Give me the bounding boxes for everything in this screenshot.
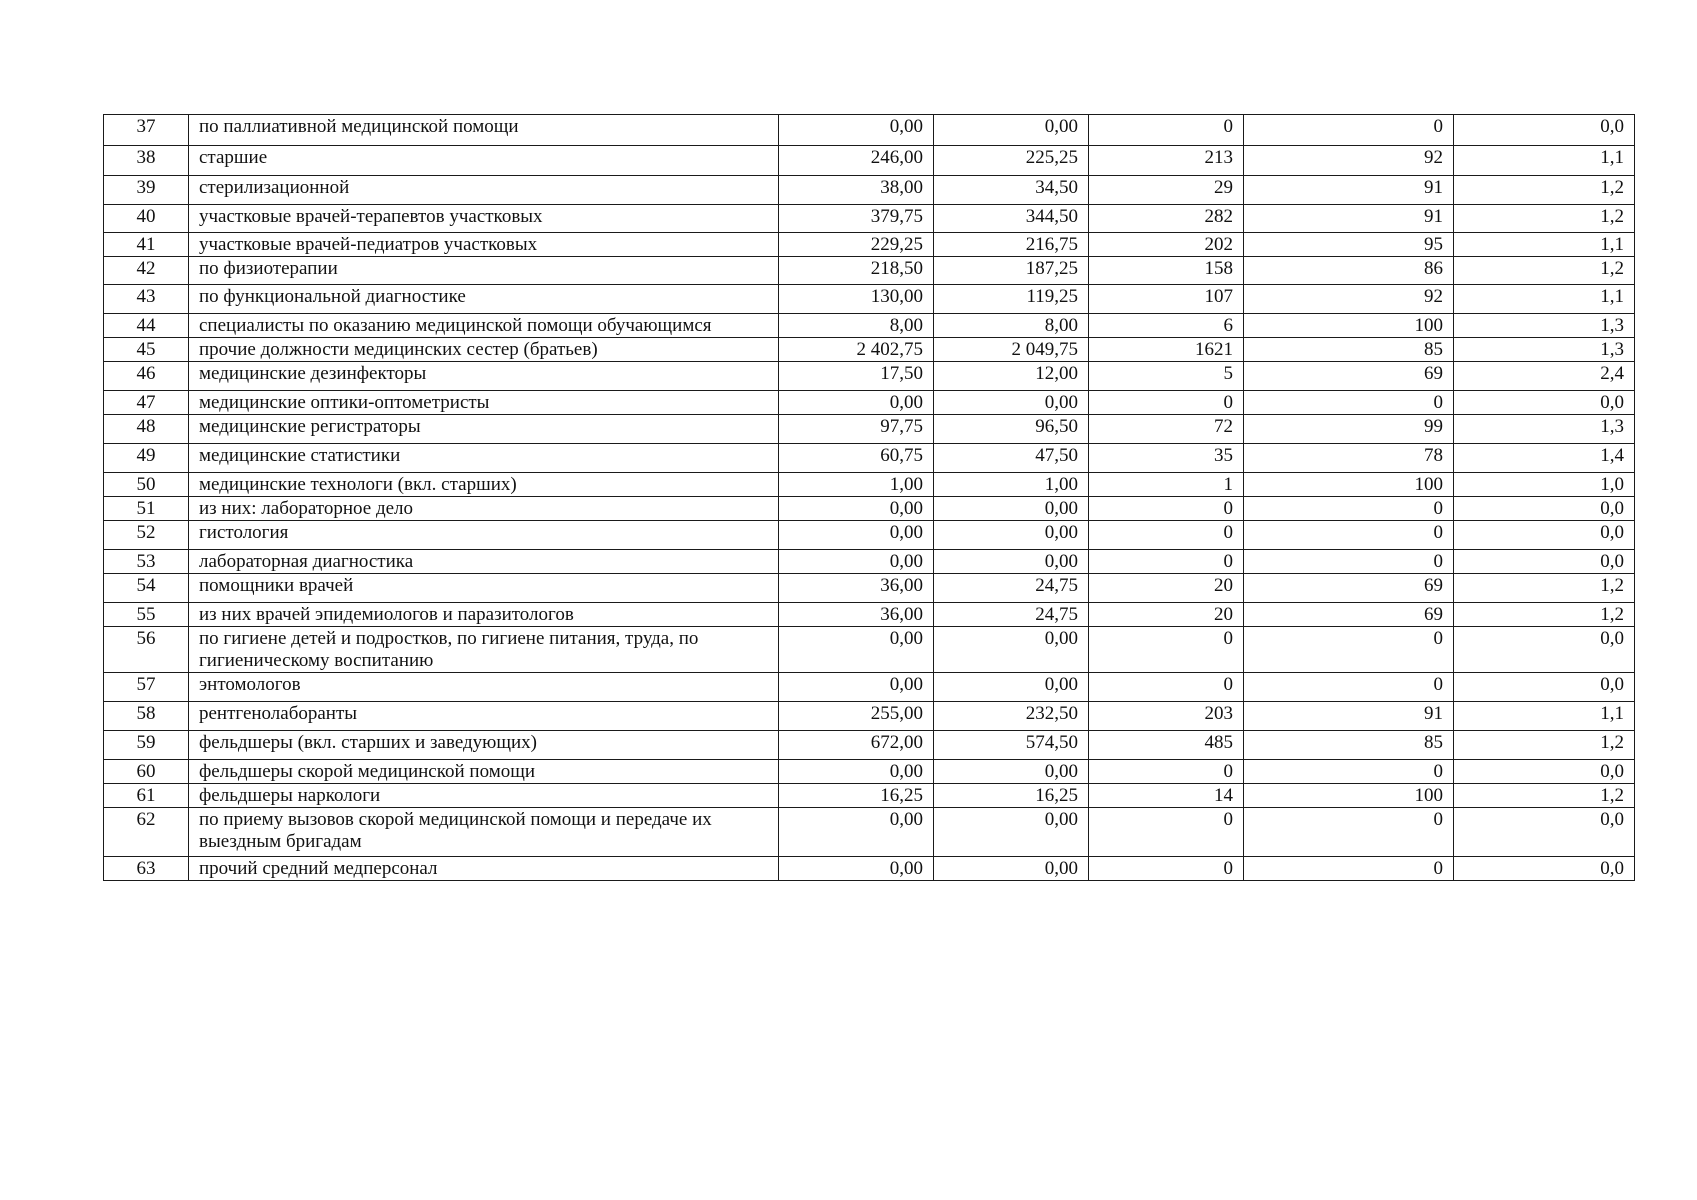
row-number: 51 (104, 497, 189, 521)
row-name: специалисты по оказанию медицинской помощи обучающимся (189, 314, 779, 338)
value-col-4: 78 (1244, 444, 1454, 473)
row-number: 49 (104, 444, 189, 473)
row-number: 55 (104, 603, 189, 627)
table-row (104, 550, 1635, 574)
row-number: 57 (104, 673, 189, 702)
value-col-2: 1,00 (934, 473, 1089, 497)
value-col-3: 0 (1089, 857, 1244, 881)
table-row (104, 673, 1635, 702)
row-number: 45 (104, 338, 189, 362)
row-number: 52 (104, 521, 189, 550)
value-col-5: 0,0 (1454, 808, 1635, 857)
value-col-3: 158 (1089, 257, 1244, 285)
row-number: 62 (104, 808, 189, 857)
table-row (104, 857, 1635, 881)
value-col-1: 17,50 (779, 362, 934, 391)
row-name: по физиотерапии (189, 257, 779, 285)
row-number: 37 (104, 115, 189, 146)
value-col-1: 60,75 (779, 444, 934, 473)
value-col-5: 0,0 (1454, 497, 1635, 521)
row-name: по функциональной диагностике (189, 285, 779, 314)
row-name: медицинские статистики (189, 444, 779, 473)
value-col-3: 0 (1089, 391, 1244, 415)
table-row (104, 176, 1635, 205)
value-col-5: 0,0 (1454, 760, 1635, 784)
value-col-5: 1,1 (1454, 146, 1635, 176)
value-col-4: 86 (1244, 257, 1454, 285)
value-col-4: 0 (1244, 550, 1454, 574)
row-name: медицинские дезинфекторы (189, 362, 779, 391)
value-col-5: 1,1 (1454, 233, 1635, 257)
value-col-3: 5 (1089, 362, 1244, 391)
value-col-4: 0 (1244, 808, 1454, 857)
value-col-4: 100 (1244, 314, 1454, 338)
value-col-5: 1,2 (1454, 257, 1635, 285)
table-row (104, 146, 1635, 176)
value-col-1: 0,00 (779, 550, 934, 574)
value-col-1: 246,00 (779, 146, 934, 176)
table-row (104, 362, 1635, 391)
value-col-2: 0,00 (934, 673, 1089, 702)
value-col-2: 232,50 (934, 702, 1089, 731)
value-col-3: 20 (1089, 603, 1244, 627)
row-name: медицинские оптики-оптометристы (189, 391, 779, 415)
table-row (104, 205, 1635, 233)
value-col-2: 16,25 (934, 784, 1089, 808)
value-col-1: 0,00 (779, 808, 934, 857)
value-col-4: 0 (1244, 857, 1454, 881)
row-name: прочие должности медицинских сестер (братьев) (189, 338, 779, 362)
value-col-1: 0,00 (779, 521, 934, 550)
value-col-5: 1,2 (1454, 731, 1635, 760)
value-col-5: 0,0 (1454, 857, 1635, 881)
value-col-4: 0 (1244, 521, 1454, 550)
value-col-3: 0 (1089, 627, 1244, 673)
value-col-3: 72 (1089, 415, 1244, 444)
value-col-1: 0,00 (779, 627, 934, 673)
value-col-4: 69 (1244, 574, 1454, 603)
value-col-3: 213 (1089, 146, 1244, 176)
row-name: из них врачей эпидемиологов и паразитологов (189, 603, 779, 627)
value-col-3: 1 (1089, 473, 1244, 497)
value-col-1: 0,00 (779, 115, 934, 146)
value-col-5: 0,0 (1454, 673, 1635, 702)
table-row (104, 233, 1635, 257)
value-col-3: 20 (1089, 574, 1244, 603)
value-col-1: 379,75 (779, 205, 934, 233)
table-row (104, 391, 1635, 415)
row-number: 56 (104, 627, 189, 673)
table-row (104, 784, 1635, 808)
value-col-1: 229,25 (779, 233, 934, 257)
row-number: 44 (104, 314, 189, 338)
value-col-2: 24,75 (934, 574, 1089, 603)
row-name: по паллиативной медицинской помощи (189, 115, 779, 146)
row-number: 59 (104, 731, 189, 760)
row-number: 42 (104, 257, 189, 285)
value-col-2: 0,00 (934, 115, 1089, 146)
value-col-2: 216,75 (934, 233, 1089, 257)
value-col-1: 16,25 (779, 784, 934, 808)
row-number: 60 (104, 760, 189, 784)
value-col-2: 0,00 (934, 521, 1089, 550)
table-row (104, 702, 1635, 731)
value-col-2: 0,00 (934, 391, 1089, 415)
value-col-3: 1621 (1089, 338, 1244, 362)
value-col-3: 202 (1089, 233, 1244, 257)
value-col-1: 8,00 (779, 314, 934, 338)
table-row (104, 497, 1635, 521)
value-col-1: 0,00 (779, 760, 934, 784)
value-col-2: 225,25 (934, 146, 1089, 176)
value-col-5: 0,0 (1454, 115, 1635, 146)
value-col-1: 130,00 (779, 285, 934, 314)
value-col-1: 36,00 (779, 603, 934, 627)
table-row (104, 627, 1635, 673)
value-col-3: 282 (1089, 205, 1244, 233)
row-name: фельдшеры скорой медицинской помощи (189, 760, 779, 784)
value-col-5: 1,2 (1454, 176, 1635, 205)
value-col-1: 255,00 (779, 702, 934, 731)
value-col-1: 0,00 (779, 857, 934, 881)
row-name: рентгенолаборанты (189, 702, 779, 731)
value-col-5: 1,4 (1454, 444, 1635, 473)
row-name: фельдшеры (вкл. старших и заведующих) (189, 731, 779, 760)
row-number: 41 (104, 233, 189, 257)
row-number: 50 (104, 473, 189, 497)
table-row (104, 257, 1635, 285)
table-row (104, 115, 1635, 146)
value-col-4: 91 (1244, 205, 1454, 233)
value-col-3: 107 (1089, 285, 1244, 314)
value-col-4: 69 (1244, 603, 1454, 627)
value-col-3: 0 (1089, 115, 1244, 146)
value-col-4: 95 (1244, 233, 1454, 257)
row-name: медицинские регистраторы (189, 415, 779, 444)
row-number: 63 (104, 857, 189, 881)
value-col-4: 92 (1244, 285, 1454, 314)
value-col-2: 96,50 (934, 415, 1089, 444)
value-col-2: 2 049,75 (934, 338, 1089, 362)
value-col-4: 91 (1244, 176, 1454, 205)
value-col-2: 187,25 (934, 257, 1089, 285)
row-number: 43 (104, 285, 189, 314)
value-col-4: 69 (1244, 362, 1454, 391)
value-col-3: 0 (1089, 808, 1244, 857)
table-row (104, 760, 1635, 784)
row-name: гистология (189, 521, 779, 550)
row-name: старшие (189, 146, 779, 176)
value-col-2: 34,50 (934, 176, 1089, 205)
row-name: энтомологов (189, 673, 779, 702)
value-col-5: 1,2 (1454, 574, 1635, 603)
row-name: из них: лабораторное дело (189, 497, 779, 521)
value-col-4: 0 (1244, 673, 1454, 702)
value-col-4: 0 (1244, 497, 1454, 521)
value-col-2: 0,00 (934, 627, 1089, 673)
table-row (104, 808, 1635, 857)
table-row (104, 521, 1635, 550)
value-col-2: 24,75 (934, 603, 1089, 627)
value-col-3: 203 (1089, 702, 1244, 731)
value-col-2: 0,00 (934, 760, 1089, 784)
row-number: 58 (104, 702, 189, 731)
value-col-4: 85 (1244, 731, 1454, 760)
value-col-2: 0,00 (934, 857, 1089, 881)
value-col-5: 1,1 (1454, 702, 1635, 731)
row-number: 47 (104, 391, 189, 415)
table-row (104, 314, 1635, 338)
row-name: помощники врачей (189, 574, 779, 603)
value-col-1: 0,00 (779, 497, 934, 521)
value-col-2: 12,00 (934, 362, 1089, 391)
value-col-5: 2,4 (1454, 362, 1635, 391)
value-col-3: 35 (1089, 444, 1244, 473)
value-col-2: 574,50 (934, 731, 1089, 760)
value-col-4: 100 (1244, 473, 1454, 497)
row-name: по гигиене детей и подростков, по гигиене питания, труда, по гигиеническому воспитанию (189, 627, 779, 673)
row-number: 40 (104, 205, 189, 233)
value-col-2: 119,25 (934, 285, 1089, 314)
value-col-3: 0 (1089, 673, 1244, 702)
row-number: 53 (104, 550, 189, 574)
value-col-2: 8,00 (934, 314, 1089, 338)
value-col-4: 0 (1244, 391, 1454, 415)
row-number: 48 (104, 415, 189, 444)
row-name: фельдшеры наркологи (189, 784, 779, 808)
staffing-table (103, 114, 1635, 881)
row-number: 54 (104, 574, 189, 603)
value-col-4: 99 (1244, 415, 1454, 444)
value-col-1: 38,00 (779, 176, 934, 205)
value-col-4: 0 (1244, 760, 1454, 784)
row-name: медицинские технологи (вкл. старших) (189, 473, 779, 497)
value-col-1: 0,00 (779, 673, 934, 702)
row-name: по приему вызовов скорой медицинской помощи и передаче их выездным бригадам (189, 808, 779, 857)
value-col-4: 0 (1244, 115, 1454, 146)
value-col-5: 1,3 (1454, 415, 1635, 444)
value-col-2: 0,00 (934, 550, 1089, 574)
value-col-1: 0,00 (779, 391, 934, 415)
value-col-1: 672,00 (779, 731, 934, 760)
row-number: 38 (104, 146, 189, 176)
value-col-3: 14 (1089, 784, 1244, 808)
value-col-2: 0,00 (934, 808, 1089, 857)
value-col-1: 97,75 (779, 415, 934, 444)
table-row (104, 338, 1635, 362)
value-col-5: 1,1 (1454, 285, 1635, 314)
value-col-5: 0,0 (1454, 627, 1635, 673)
row-name: прочий средний медперсонал (189, 857, 779, 881)
value-col-3: 0 (1089, 497, 1244, 521)
value-col-2: 344,50 (934, 205, 1089, 233)
value-col-5: 1,2 (1454, 603, 1635, 627)
value-col-1: 36,00 (779, 574, 934, 603)
row-number: 39 (104, 176, 189, 205)
row-name: лабораторная диагностика (189, 550, 779, 574)
table-row (104, 444, 1635, 473)
value-col-5: 1,3 (1454, 338, 1635, 362)
value-col-2: 0,00 (934, 497, 1089, 521)
value-col-4: 85 (1244, 338, 1454, 362)
value-col-5: 1,0 (1454, 473, 1635, 497)
value-col-5: 0,0 (1454, 521, 1635, 550)
row-number: 46 (104, 362, 189, 391)
value-col-1: 1,00 (779, 473, 934, 497)
value-col-4: 0 (1244, 627, 1454, 673)
table-row (104, 415, 1635, 444)
value-col-4: 92 (1244, 146, 1454, 176)
value-col-2: 47,50 (934, 444, 1089, 473)
row-number: 61 (104, 784, 189, 808)
value-col-3: 0 (1089, 550, 1244, 574)
row-name: стерилизационной (189, 176, 779, 205)
value-col-5: 0,0 (1454, 550, 1635, 574)
value-col-3: 0 (1089, 760, 1244, 784)
row-name: участковые врачей-терапевтов участковых (189, 205, 779, 233)
value-col-5: 1,3 (1454, 314, 1635, 338)
value-col-4: 100 (1244, 784, 1454, 808)
value-col-1: 218,50 (779, 257, 934, 285)
value-col-5: 0,0 (1454, 391, 1635, 415)
value-col-5: 1,2 (1454, 784, 1635, 808)
value-col-3: 6 (1089, 314, 1244, 338)
table-row (104, 473, 1635, 497)
value-col-1: 2 402,75 (779, 338, 934, 362)
table-row (104, 731, 1635, 760)
row-name: участковые врачей-педиатров участковых (189, 233, 779, 257)
table-row (104, 285, 1635, 314)
value-col-5: 1,2 (1454, 205, 1635, 233)
table-row (104, 603, 1635, 627)
value-col-3: 485 (1089, 731, 1244, 760)
value-col-3: 0 (1089, 521, 1244, 550)
value-col-3: 29 (1089, 176, 1244, 205)
value-col-4: 91 (1244, 702, 1454, 731)
staffing-table-body (104, 115, 1635, 881)
table-row (104, 574, 1635, 603)
